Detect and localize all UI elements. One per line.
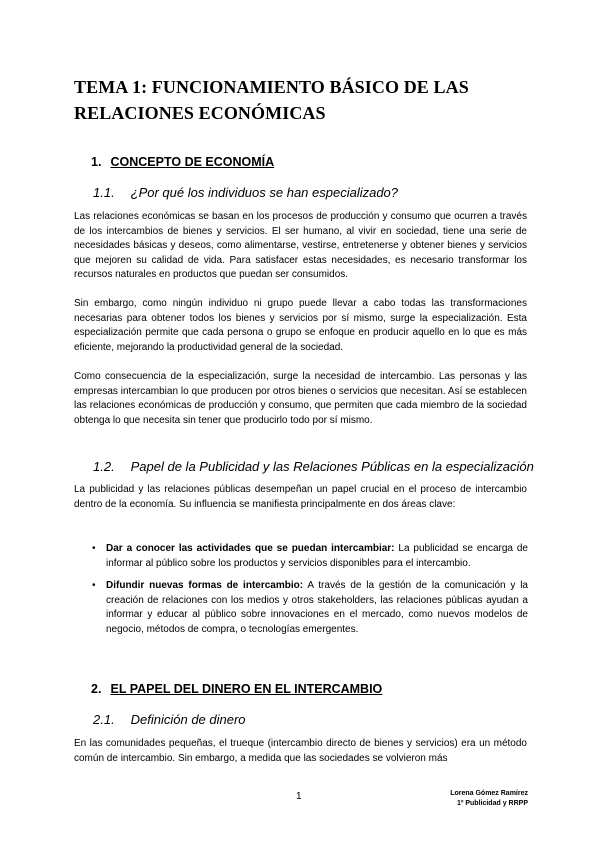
subsection-heading-2-1 <box>93 712 246 727</box>
document-title: TEMA 1: FUNCIONAMIENTO BÁSICO DE LAS RELACIONES ECONÓMICAS <box>74 77 469 123</box>
subsection-heading-1-1 <box>93 185 398 200</box>
section-heading-1 <box>91 155 274 169</box>
subsection-title: Definición de dinero <box>130 712 246 727</box>
list-item-bold: Difundir nuevas formas de intercambio: <box>106 580 304 591</box>
paragraph: Las relaciones económicas se basan en los procesos de producción y consumo que ocurren a través de los intercambios de bienes y servicios. El ser humano, al vivir en sociedad, tiene una serie de necesidades básicas y deseos, como alimentarse, vestirse, entretenerse y obtener bienes y servicios que mejoren su calidad de vida. Para satisfacer estas necesidades, es necesario transformar los recursos naturales en productos que puedan ser consumidos. <box>74 211 527 280</box>
footer-author: Lorena Gómez Ramírez <box>450 790 528 797</box>
list-item-bold: Dar a conocer las actividades que se puedan intercambiar: <box>106 543 395 554</box>
subsection-number: 1.1. <box>93 185 115 200</box>
paragraph: Como consecuencia de la especialización, surge la necesidad de intercambio. Las personas y las empresas intercambian lo que producen por otros bienes o servicios que necesitan. Así se establecen las relaciones económicas de producción y consumo, que permiten que cada miembro de la sociedad obtenga lo que necesita sin tener que producirlo todo por sí mismo. <box>74 371 527 426</box>
subsection-number: 1.2. <box>93 459 115 474</box>
bullet-icon: • <box>92 543 96 554</box>
list-item <box>92 579 528 637</box>
bullet-list <box>92 542 528 645</box>
list-item <box>92 542 528 571</box>
subsection-title: Papel de la Publicidad y las Relaciones Públicas en la especialización <box>130 459 534 474</box>
page-number: 1 <box>296 791 302 802</box>
paragraph: Sin embargo, como ningún individuo ni grupo puede llevar a cabo todas las transformaciones necesarias para obtener todos los bienes y servicios por sí mismo, surge la especialización. Esta especialización permite que cada persona o grupo se enfoque en producir aquello en lo que es más eficiente, mejorando la productividad general de la sociedad. <box>74 298 527 353</box>
section-title: CONCEPTO DE ECONOMÍA <box>110 155 275 169</box>
section-heading-2 <box>91 682 382 696</box>
list-item-text: La publicidad se encarga de informar al público sobre los productos y servicios disponibles para el intercambio. <box>106 543 528 569</box>
section-title: EL PAPEL DEL DINERO EN EL INTERCAMBIO <box>110 682 383 696</box>
subsection-title: ¿Por qué los individuos se han especializado? <box>130 185 399 200</box>
footer-author-block <box>450 789 528 809</box>
footer-course: 1º Publicidad y RRPP <box>456 800 528 807</box>
subsection-heading-1-2 <box>93 459 534 474</box>
section-number: 2. <box>91 682 102 696</box>
list-item-text: A través de la gestión de la comunicación y la creación de relaciones con los medios y otros stakeholders, las relaciones públicas ayudan a informar y educar al público sobre innovaciones en el mercado, como nuevos modelos de negocio, métodos de compra, o tecnologías emergentes. <box>106 580 528 635</box>
section-number: 1. <box>91 155 102 169</box>
subsection-number: 2.1. <box>93 712 115 727</box>
paragraph: En las comunidades pequeñas, el trueque (intercambio directo de bienes y servicios) era un método común de intercambio. Sin embargo, a medida que las sociedades se volvieron más <box>74 738 527 764</box>
bullet-icon: • <box>92 580 96 591</box>
paragraph: La publicidad y las relaciones públicas desempeñan un papel crucial en el proceso de intercambio dentro de la economía. Su influencia se manifiesta principalmente en dos áreas clave: <box>74 484 527 510</box>
